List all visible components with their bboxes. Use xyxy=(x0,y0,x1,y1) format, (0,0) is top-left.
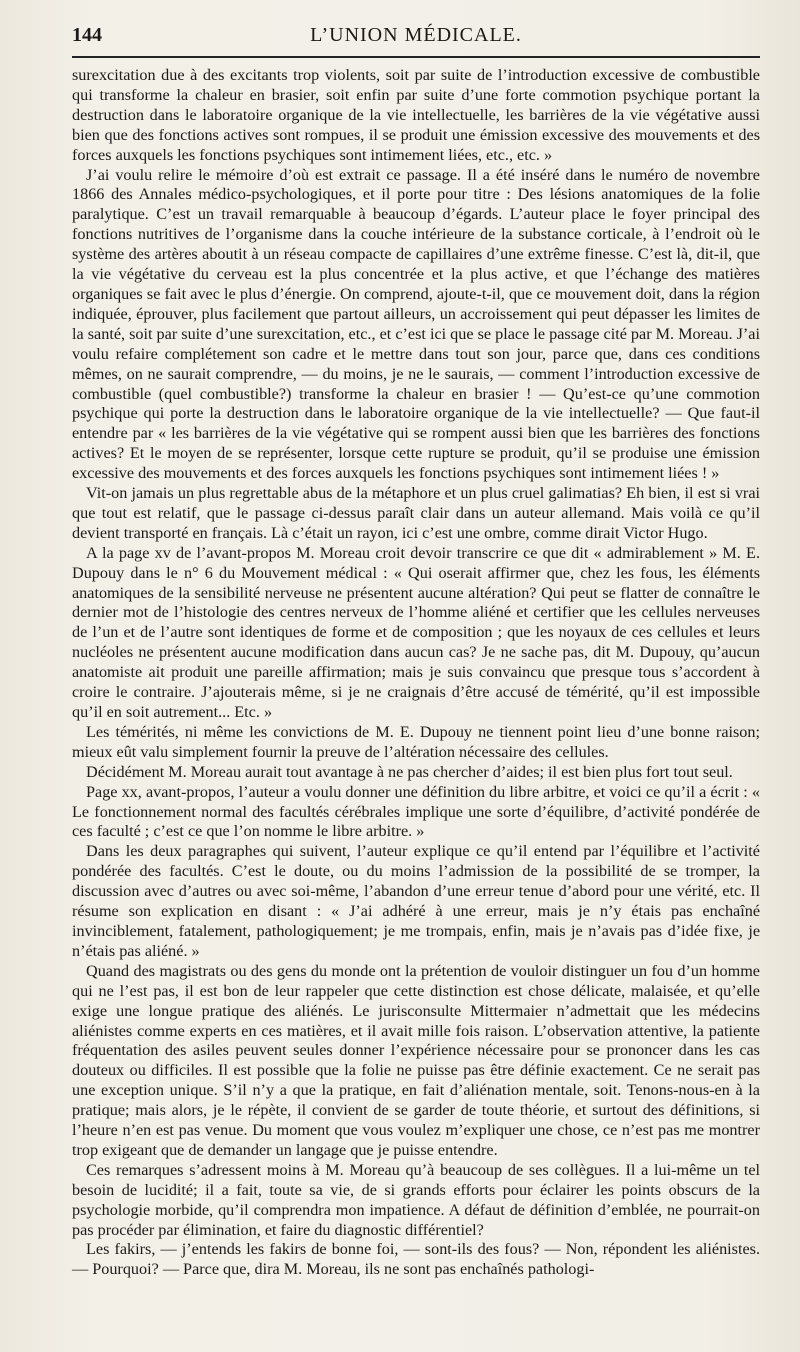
paragraph: Vit-on jamais un plus regrettable abus de la métaphore et un plus cruel galimatias? Eh bien, il est si vrai que tout est relatif, que le passage ci-dessus paraît clair dans un auteur allemand. Mais voilà ce qu’il devient transporté en français. Là c’était un rayon, ici c’est une ombre, comme dirait Victor Hugo. xyxy=(72,484,760,542)
paragraph: surexcitation due à des excitants trop violents, soit par suite de l’introduction excessive de combustible qui transforme la chaleur en brasier, soit enfin par suite d’une forte commotion psychique portant la destruction dans le laboratoire organique de la vie intellectuelle, les barrières de la vie végétative aussi bien que des fonctions actives sont rompues, il se produit une émission excessive des mouvements et des forces auxquels les fonctions psychiques sont intimement liées, etc., etc. » xyxy=(72,66,760,164)
header-rule xyxy=(72,56,760,58)
paragraph: J’ai voulu relire le mémoire d’où est extrait ce passage. Il a été inséré dans le numéro de novembre 1866 des Annales médico-psychologiques, et il porte pour titre : Des lésions anatomiques de la folie paralytique. C’est un travail remarquable à beaucoup d’égards. L’auteur place le foyer principal des fonctions nutritives de l’organisme dans la couche intérieure de la substance corticale, à l’endroit où le système des artères aboutit à un réseau compacte de capillaires d’une extrême finesse. C’est là, dit-il, que la vie végétative du cerveau est la plus concentrée et la plus active, et que l’échange des matières organiques se fait avec le plus d’énergie. On comprend, ajoute-t-il, que ce mouvement doit, dans la région indiquée, éprouver, plus facilement que partout ailleurs, un accroissement qui peut dépasser les limites de la santé, soit par suite d’une surexcitation, etc., et c’est ici que se place le passage cité par M. Moreau. J’ai voulu refaire complétement son cadre et le mettre dans tout son jour, parce que, dans ces conditions mêmes, on ne saurait comprendre, — du moins, je ne le saurais, — comment l’introduction excessive de combustible (quel combustible?) transforme la chaleur en brasier ! — Qu’est-ce qu’une commotion psychique qui porte la destruction dans le laboratoire organique de la vie intellectuelle? — Que faut-il entendre par « les barrières de la vie végétative qui se rompent aussi bien que les barrières des fonctions actives? Et le moyen de se représenter, lorsque cette rupture se produit, qu’il se produise une émission excessive des mouvements et des forces auxquels les fonctions psychiques sont intimement liées ! » xyxy=(72,165,760,483)
article-body xyxy=(72,66,760,1280)
paragraph: Les témérités, ni même les convictions de M. E. Dupouy ne tiennent point lieu d’une bonne raison; mieux eût valu simplement fournir la preuve de l’altération nécessaire des cellules. xyxy=(72,722,760,761)
paragraph: Quand des magistrats ou des gens du monde ont la prétention de vouloir distinguer un fou d’un homme qui ne l’est pas, il est bon de leur rappeler que cette distinction est chose délicate, malaisée, et qu’elle exige une longue pratique des aliénés. Le jurisconsulte Mittermaier n’admettait que les médecins aliénistes comme experts en ces matières, et il avait mille fois raison. L’observation attentive, la patiente fréquentation des asiles peuvent seules donner l’expérience nécessaire pour se prononcer dans les cas douteux ou difficiles. Il est possible que la folie ne puisse pas être définie exactement. Ce ne serait pas une exception unique. S’il n’y a que la pratique, en fait d’aliénation mentale, soit. Tenons-nous-en à la pratique; mais alors, je le répète, il convient de se garder de toute théorie, et surtout des définitions, si l’heure n’en est pas venue. Du moment que vous voulez m’expliquer une chose, ce n’est pas me montrer trop exigeant que de demander un langage que je puisse entendre. xyxy=(72,961,760,1159)
paragraph: A la page xv de l’avant-propos M. Moreau croit devoir transcrire ce que dit « admirablement » M. E. Dupouy dans le n° 6 du Mouvement médical : « Qui oserait affirmer que, chez les fous, les éléments anatomiques de la sensibilité nerveuse ne présentent aucune altération? Qui peut se flatter de connaître le dernier mot de l’histologie des centres nerveux de l’homme aliéné et certifier que les cellules nerveuses de l’un et de l’autre sont identiques de forme et de composition ; que les noyaux de ces cellules et leurs nucléoles ne présentent aucune modification dans aucun cas? Je ne sache pas, dit M. Dupouy, qu’aucun anatomiste ait produit une pareille affirmation; mais je suis convaincu que presque tous s’accordent à croire le contraire. J’ajouterais même, si je ne craignais d’être accusé de témérité, qu’il est impossible qu’il en soit autrement... Etc. » xyxy=(72,543,760,721)
running-head xyxy=(72,22,760,56)
page-number: 144 xyxy=(72,24,102,46)
paragraph: Page xx, avant-propos, l’auteur a voulu donner une définition du libre arbitre, et voici ce qu’il a écrit : « Le fonctionnement normal des facultés cérébrales implique une sorte d’équilibre, d’activité pondérée de ces faculté ; c’est ce que l’on nomme le libre arbitre. » xyxy=(72,782,760,841)
paragraph: Ces remarques s’adressent moins à M. Moreau qu’à beaucoup de ses collègues. Il a lui-même un tel besoin de lucidité; il a fait, toute sa vie, de si grands efforts pour éclairer les points obscurs de la psychologie morbide, qu’il comprendra mon impatience. A défaut de définition d’emblée, ne pourrait-on pas procéder par élimination, et faire du diagnostic différentiel? xyxy=(72,1160,760,1239)
paragraph: Décidément M. Moreau aurait tout avantage à ne pas chercher d’aides; il est bien plus fort tout seul. xyxy=(86,762,733,781)
journal-title: L’UNION MÉDICALE. xyxy=(310,24,522,46)
paragraph: Les fakirs, — j’entends les fakirs de bonne foi, — sont-ils des fous? — Non, répondent les aliénistes. — Pourquoi? — Parce que, dira M. Moreau, ils ne sont pas enchaînés pathologi- xyxy=(72,1240,760,1279)
paragraph: Dans les deux paragraphes qui suivent, l’auteur explique ce qu’il entend par l’équilibre et l’activité pondérée des facultés. C’est le doute, ou du moins l’admission de la possibilité de se tromper, la discussion avec d’autres ou avec soi-même, l’abandon d’une erreur tenue d’abord pour une vérité, etc. Il résume son explication en disant : « J’ai adhéré à une erreur, mais je n’y étais pas enchaîné invinciblement, fatalement, pathologiquement; je me trompais, enfin, mais je n’avais pas d’idée fixe, je n’étais pas aliéné. » xyxy=(72,842,760,960)
